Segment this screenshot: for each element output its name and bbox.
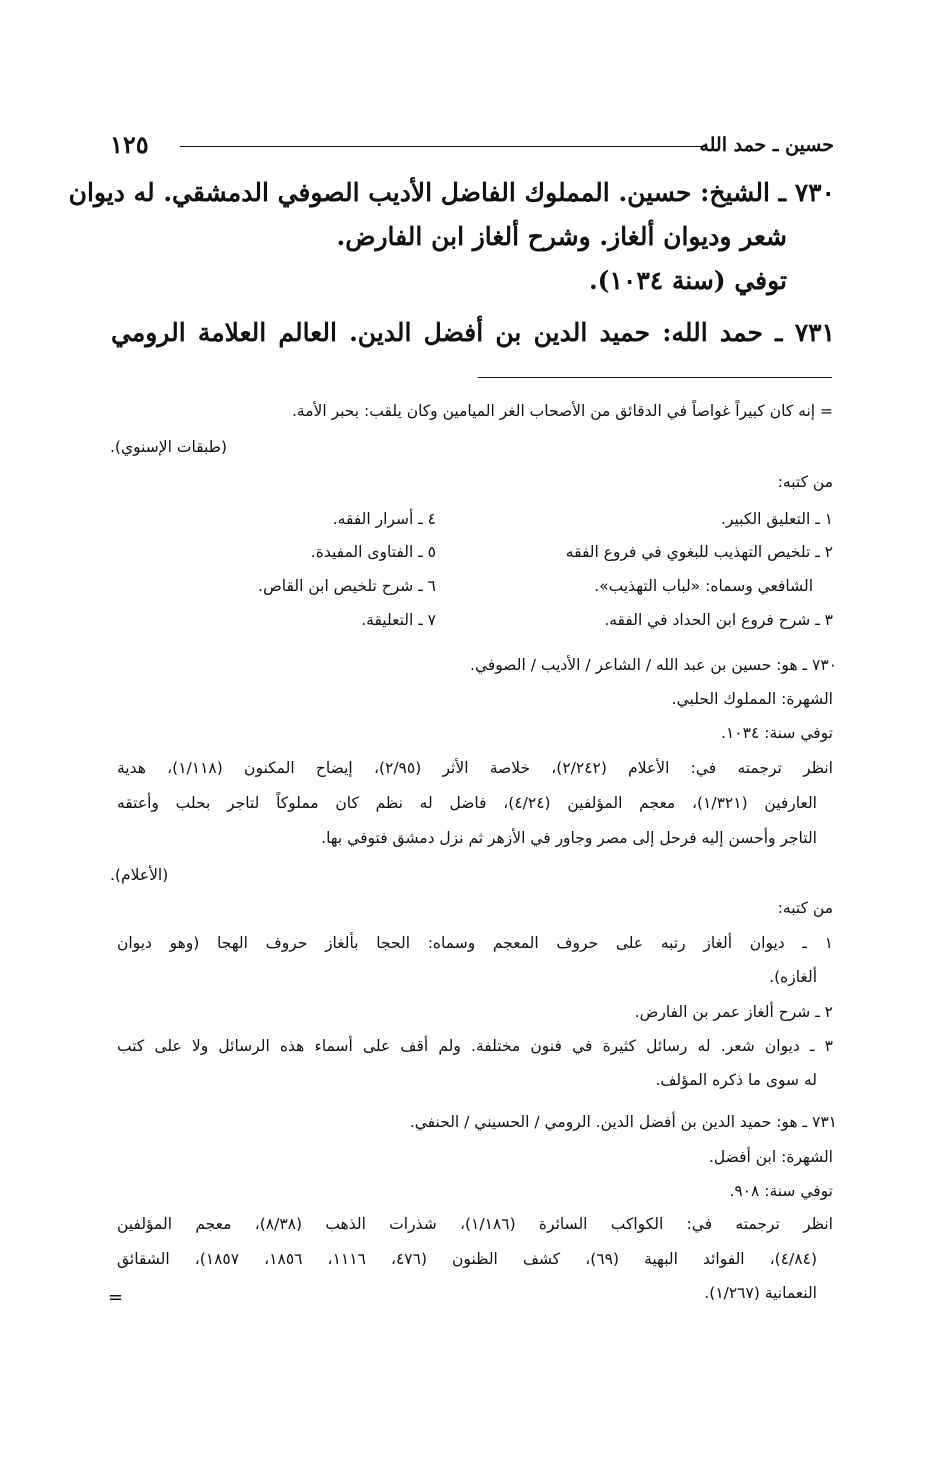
footnote-source: (طبقات الإسنوي).: [110, 438, 228, 456]
book-list-1-item-3: ٣ ـ شرح فروع ابن الحداد في الفقه.: [604, 611, 833, 629]
note-730-sources-3: التاجر وأحسن إليه فرحل إلى مصر وجاور في الأزهر ثم نزل دمشق فتوفي بها.: [321, 829, 817, 847]
note-731-sources-1: انظر ترجمته في: الكواكب السائرة (١/١٨٦)، شذرات الذهب (٨/٣٨)، معجم المؤلفين: [117, 1215, 833, 1233]
footnote-continuation-line-1: = إنه كان كبيراً غواصاً في الدقائق من الأصحاب الغر الميامين وكان يلقب: بحبر الأمة.: [291, 402, 833, 420]
books-heading-1: من كتبه:: [777, 473, 833, 491]
entry-730-line-2: شعر وديوان ألغاز. وشرح ألغاز ابن الفارض.: [336, 222, 787, 251]
entry-731-line-1: ٧٣١ ـ حمد الله: حميد الدين بن أفضل الدين. العالم العلامة الرومي: [111, 318, 835, 347]
running-head: [110, 132, 834, 162]
note-731-death: توفي سنة: ٩٠٨.: [729, 1182, 833, 1200]
note-730-sources-2: العارفين (١/٣٢١)، معجم المؤلفين (٤/٢٤)، فاضل له نظم كان مملوكاً لتاجر بحلب وأعتقه: [117, 794, 817, 812]
note-730-fame: الشهرة: المملوك الحلبي.: [671, 690, 833, 708]
entry-730-line-3: توفي (سنة ١٠٣٤).: [588, 266, 787, 295]
book-list-2-item-1: ١ ـ ديوان ألغاز رتبه على حروف المعجم وسماه: الحجا بألغاز حروف الهجا (وهو ديوان: [117, 934, 833, 952]
running-head-rule: [180, 146, 706, 147]
book-list-2-item-2: ٢ ـ شرح ألغاز عمر بن الفارض.: [634, 1003, 833, 1021]
book-list-1-item-6: ٦ ـ شرح تلخيص ابن القاص.: [258, 577, 436, 595]
book-list-2-item-1-cont: ألغازه).: [769, 968, 817, 986]
note-730-sources-1: انظر ترجمته في: الأعلام (٢/٢٤٢)، خلاصة الأثر (٢/٩٥)، إيضاح المكنون (١/١١٨)، هدية: [117, 759, 833, 777]
book-list-1-item-4: ٤ ـ أسرار الفقه.: [332, 510, 436, 528]
note-731-fame: الشهرة: ابن أفضل.: [709, 1148, 833, 1166]
running-head-title: حسين ـ حمد الله: [699, 134, 834, 156]
footnote-divider: [478, 377, 832, 378]
book-list-1-item-7: ٧ ـ التعليقة.: [361, 611, 436, 629]
note-730-line-1: ٧٣٠ ـ هو: حسين بن عبد الله / الشاعر / الأديب / الصوفي.: [470, 656, 837, 674]
note-731-line-1: ٧٣١ ـ هو: حميد الدين بن أفضل الدين. الرومي / الحسيني / الحنفي.: [409, 1113, 837, 1131]
note-730-death: توفي سنة: ١٠٣٤.: [721, 724, 833, 742]
book-list-2-item-3: ٣ ـ ديوان شعر. له رسائل كثيرة في فنون مختلفة. ولم أقف على أسماء هذه الرسائل ولا على كتب: [117, 1037, 833, 1055]
book-list-1-item-2-cont: الشافعي وسماه: «لباب التهذيب».: [594, 577, 813, 595]
book-list-2-item-3-cont: له سوى ما ذكره المؤلف.: [655, 1071, 817, 1089]
note-731-sources-2: (٤/٨٤)، الفوائد البهية (٦٩)، كشف الظنون (٤٧٦، ١١١٦، ١٨٥٦، ١٨٥٧)، الشقائق: [117, 1250, 817, 1268]
books-heading-2: من كتبه:: [777, 899, 833, 917]
entry-730-line-1: ٧٣٠ ـ الشيخ: حسين. المملوك الفاضل الأديب الصوفي الدمشقي. له ديوان: [68, 178, 835, 207]
note-731-sources-3: النعمانية (١/٢٦٧).: [704, 1284, 817, 1302]
book-list-1-item-1: ١ ـ التعليق الكبير.: [721, 510, 833, 528]
note-730-source-tag: (الأعلام).: [110, 866, 169, 884]
continues-mark: =: [108, 1287, 124, 1308]
page-number: ١٢٥: [110, 130, 149, 159]
book-list-1-item-5: ٥ ـ الفتاوى المفيدة.: [310, 543, 436, 561]
book-list-1-item-2: ٢ ـ تلخيص التهذيب للبغوي في فروع الفقه: [565, 543, 833, 561]
